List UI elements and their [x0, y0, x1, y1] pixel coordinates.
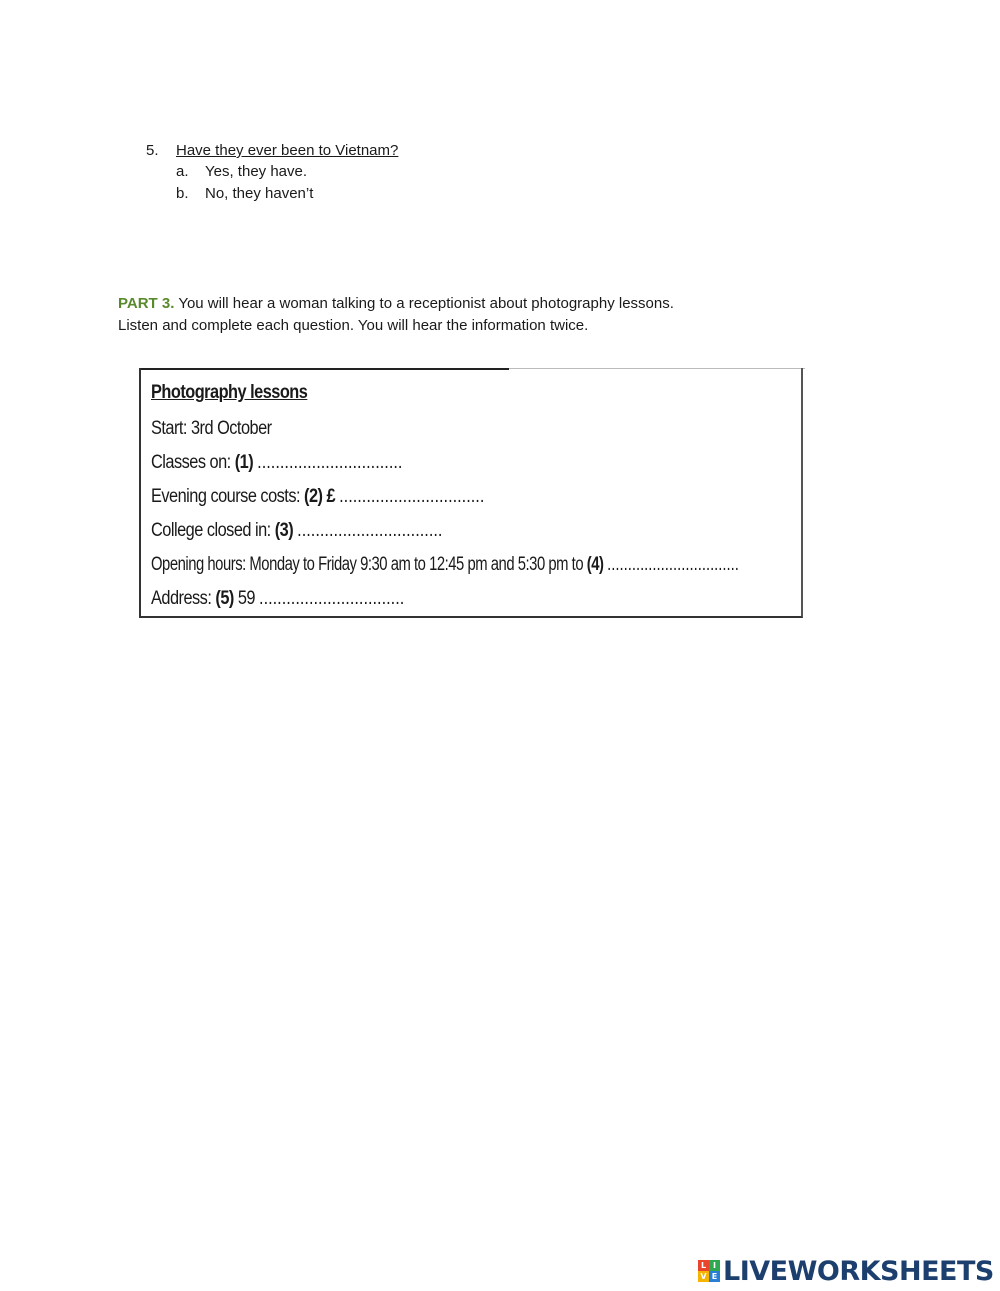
part3-intro [118, 294, 818, 314]
address-prefix: 59 [237, 588, 255, 609]
address-number: (5) [215, 588, 234, 609]
question-text: Have they ever been to Vietnam? [176, 142, 399, 159]
part3-intro-line2: Listen and complete each question. You will hear the information twice. [118, 317, 589, 334]
cost-number: (2) [304, 486, 323, 507]
logo-letter-l: L [698, 1260, 709, 1271]
address-answer-blank[interactable]: ................................ [259, 588, 405, 609]
form-row-hours [151, 554, 739, 576]
logo-wordmark: LIVEWORKSHEETS [723, 1255, 994, 1287]
logo-letter-i: I [709, 1260, 720, 1271]
form-row-cost [151, 486, 484, 508]
closed-answer-blank[interactable]: ................................ [297, 520, 443, 541]
cost-label: Evening course costs: [151, 486, 301, 507]
classes-number: (1) [234, 452, 254, 473]
address-label: Address: [151, 588, 212, 609]
closed-label: College closed in: [151, 520, 271, 541]
form-title: Photography lessons [151, 382, 308, 403]
hours-label: Opening hours: Monday to Friday 9:30 am to 12:45 pm and 5:30 pm to [151, 554, 584, 575]
option-text-a: Yes, they have. [205, 163, 308, 180]
logo-letter-v: V [698, 1271, 709, 1282]
question-number: 5. [146, 142, 159, 159]
part3-label: PART 3. [118, 295, 175, 312]
hours-answer-blank[interactable]: ................................ [607, 554, 739, 575]
cost-currency: £ [326, 486, 336, 507]
logo-letter-e: E [709, 1271, 720, 1282]
form-row-classes [151, 452, 402, 474]
option-letter-b: b. [176, 185, 189, 202]
classes-answer-blank[interactable]: ................................ [257, 452, 403, 473]
form-row-address [151, 588, 404, 610]
hours-number: (4) [586, 554, 604, 575]
cost-answer-blank[interactable]: ................................ [339, 486, 485, 507]
option-letter-a: a. [176, 163, 189, 180]
classes-label: Classes on: [151, 452, 231, 473]
part3-intro-line1: You will hear a woman talking to a receptionist about photography lessons. [178, 295, 674, 312]
option-text-b: No, they haven’t [205, 185, 314, 202]
liveworksheets-icon [698, 1260, 720, 1282]
form-start: Start: 3rd October [151, 418, 272, 439]
liveworksheets-logo[interactable] [698, 1255, 994, 1287]
closed-number: (3) [274, 520, 294, 541]
form-row-closed [151, 520, 442, 542]
